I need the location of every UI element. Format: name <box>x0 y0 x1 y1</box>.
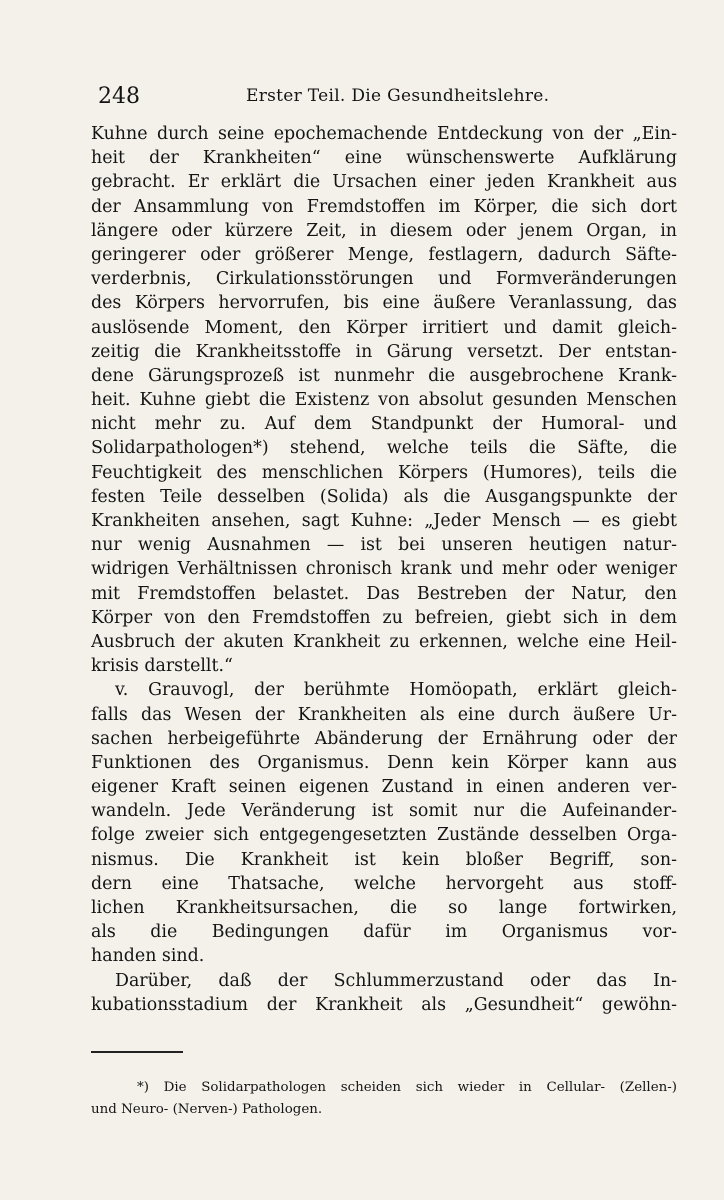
footnote-line: *) Die Solidarpathologen scheiden sich wieder in Cellular- (Zellen-) <box>137 1080 677 1095</box>
text-line: mit Fremdstoffen belastet. Das Bestreben der Natur, den <box>91 583 677 604</box>
text-line: gebracht. Er erklärt die Ursachen einer jeden Krankheit aus <box>91 172 677 193</box>
text-line: nur wenig Ausnahmen — ist bei unseren heutigen natur- <box>91 535 677 556</box>
footnote <box>91 1077 677 1121</box>
text-line: lichen Krankheitsursachen, die so lange fortwirken, <box>91 898 677 918</box>
text-line: verderbnis, Cirkulationsstörungen und Formveränderungen <box>91 269 677 290</box>
text-line: dene Gärungsprozeß ist nunmehr die ausgebrochene Krank- <box>91 365 677 386</box>
footnote-line: und Neuro- (Nerven-) Pathologen. <box>91 1102 323 1117</box>
text-line: heit der Krankheiten“ eine wünschenswerte Aufklärung <box>91 148 677 169</box>
text-line: zeitig die Krankheitsstoffe in Gärung versetzt. Der entstan- <box>91 341 677 362</box>
page-number: 248 <box>98 84 140 109</box>
text-line: der Ansammlung von Fremdstoffen im Körper, die sich dort <box>91 196 677 217</box>
text-line: kubationsstadium der Krankheit als „Gesundheit“ gewöhn- <box>91 994 677 1015</box>
text-line: widrigen Verhältnissen chronisch krank und mehr oder weniger <box>91 559 677 580</box>
text-line: auslösende Moment, den Körper irritiert und damit gleich- <box>91 317 677 338</box>
text-line: geringerer oder größerer Menge, festlagern, dadurch Säfte- <box>91 244 677 265</box>
text-line: v. Grauvogl, der berühmte Homöopath, erklärt gleich- <box>115 680 677 701</box>
footnote-divider <box>91 1051 183 1053</box>
running-title: Erster Teil. Die Gesundheitslehre. <box>246 86 550 106</box>
text-line: eigener Kraft seinen eigenen Zustand in einen anderen ver- <box>91 777 677 798</box>
text-line: Körper von den Fremdstoffen zu befreien, giebt sich in dem <box>91 607 677 628</box>
text-line: heit. Kuhne giebt die Existenz von absolut gesunden Menschen <box>91 390 677 411</box>
body-text <box>91 122 677 1017</box>
text-line: Solidarpathologen*) stehend, welche teils die Säfte, die <box>91 438 677 459</box>
text-line: nismus. Die Krankheit ist kein bloßer Begriff, son- <box>91 849 677 870</box>
text-line: festen Teile desselben (Solida) als die Ausgangspunkte der <box>91 486 677 507</box>
text-line: Kuhne durch seine epochemachende Entdeckung von der „Ein- <box>91 124 677 144</box>
text-line: Ausbruch der akuten Krankheit zu erkennen, welche eine Heil- <box>91 631 677 652</box>
text-line: als die Bedingungen dafür im Organismus vor- <box>91 922 677 943</box>
text-line: Darüber, daß der Schlummerzustand oder das In- <box>115 970 677 991</box>
text-line: folge zweier sich entgegengesetzten Zustände desselben Orga- <box>91 825 677 846</box>
text-line: sachen herbeigeführte Abänderung der Ernährung oder der <box>91 728 677 749</box>
text-line: handen sind. <box>91 946 205 967</box>
text-line: nicht mehr zu. Auf dem Standpunkt der Humoral- und <box>91 414 677 435</box>
text-line: längere oder kürzere Zeit, in diesem oder jenem Organ, in <box>91 220 677 241</box>
text-line: dern eine Thatsache, welche hervorgeht aus stoff- <box>91 873 677 894</box>
text-line: Funktionen des Organismus. Denn kein Körper kann aus <box>91 752 677 773</box>
page-header <box>98 84 674 110</box>
text-line: falls das Wesen der Krankheiten als eine durch äußere Ur- <box>91 704 677 725</box>
text-line: Feuchtigkeit des menschlichen Körpers (Humores), teils die <box>91 462 677 483</box>
text-line: des Körpers hervorrufen, bis eine äußere Veranlassung, das <box>91 293 677 314</box>
text-line: krisis darstellt.“ <box>91 656 233 677</box>
text-line: Krankheiten ansehen, sagt Kuhne: „Jeder Mensch — es giebt <box>91 511 677 531</box>
text-line: wandeln. Jede Veränderung ist somit nur die Aufeinander- <box>91 801 677 822</box>
